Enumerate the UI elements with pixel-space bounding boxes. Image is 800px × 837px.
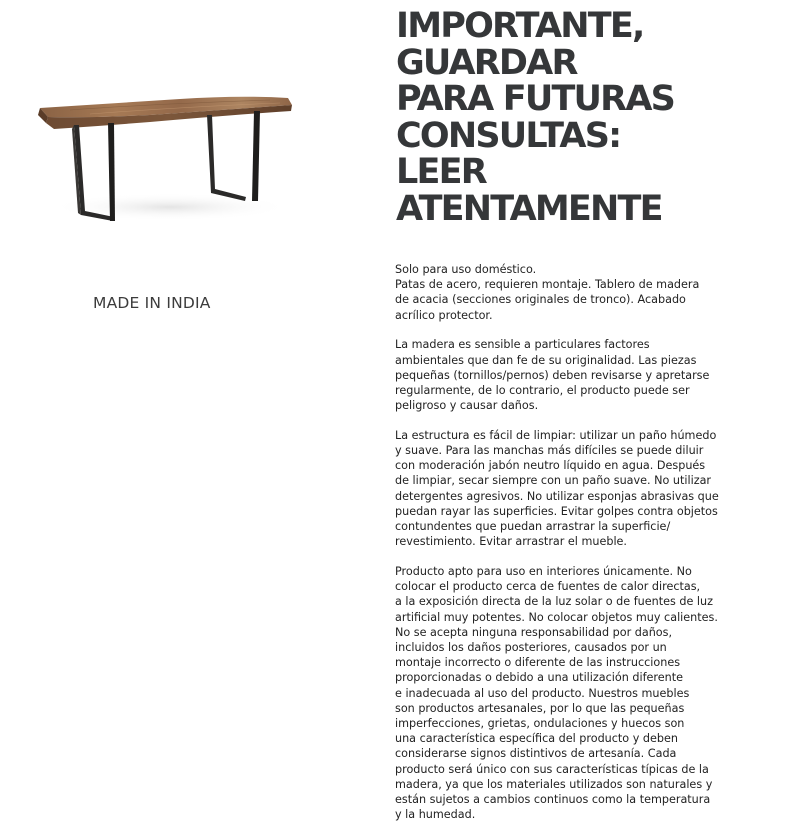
text-line: y suave. Para las manchas más difíciles se puede diluir — [395, 444, 704, 458]
text-line: Solo para uso doméstico. — [395, 263, 537, 276]
text-line: incluidos los daños posteriores, causados por un — [395, 640, 667, 654]
made-in-label: MADE IN INDIA — [93, 294, 211, 312]
paragraph-usage — [395, 262, 755, 323]
text-line: Producto apto para uso en interiores únicamente. No — [395, 564, 692, 578]
text-line: con moderación jabón neutro líquido en agua. Después — [395, 459, 706, 473]
text-line: La madera es sensible a particulares factores — [395, 338, 650, 352]
text-line: están sujetos a cambios continuos como la temperatura — [395, 793, 711, 806]
text-line: Patas de acero, requieren montaje. Tablero de madera — [395, 278, 700, 292]
text-line: son productos artesanales, por lo que las pequeñas — [395, 701, 685, 715]
text-line: considerarse signos distintivos de artesanía. Cada — [395, 747, 677, 761]
text-line: proporcionadas o debido a una utilización diferente — [395, 671, 684, 685]
headline-line: PARA FUTURAS — [396, 79, 675, 119]
text-line: revestimiento. Evitar arrastrar el mueble. — [395, 535, 627, 549]
text-line: ambientales que dan fe de su originalidad. Las piezas — [395, 353, 697, 367]
warning-headline — [396, 8, 791, 227]
text-line: montaje incorrecto o diferente de las instrucciones — [395, 656, 681, 670]
text-line: de limpiar, secar siempre con un paño suave. No utilizar — [395, 474, 712, 488]
text-line: producto será único con sus características típicas de la — [395, 762, 709, 776]
text-line: acrílico protector. — [395, 308, 493, 322]
text-line: madera, ya que los materiales utilizados son naturales y — [395, 777, 713, 791]
text-line: regularmente, de lo contrario, el producto puede ser — [395, 383, 690, 397]
paragraph-wood-care — [395, 337, 755, 413]
instructions-body — [395, 262, 755, 837]
text-line: detergentes agresivos. No utilizar esponjas abrasivas que — [395, 489, 719, 503]
text-line: e inadecuada al uso del producto. Nuestros muebles — [395, 686, 690, 700]
headline-line: LEER — [396, 152, 486, 192]
text-line: pequeñas (tornillos/pernos) deben revisarse y apretarse — [395, 368, 710, 382]
headline-line: GUARDAR — [396, 42, 577, 83]
text-line: No se acepta ninguna responsabilidad por daños, — [395, 625, 673, 639]
table-product-image — [30, 85, 300, 230]
headline-line: IMPORTANTE, — [396, 6, 644, 46]
text-line: una característica específica del producto y deben — [395, 732, 678, 746]
text-line: colocar el producto cerca de fuentes de calor directas, — [395, 580, 701, 594]
text-line: contundentes que puedan arrastrar la superficie/ — [395, 520, 671, 534]
text-line: puedan rayar las superficies. Evitar golpes contra objetos — [395, 504, 718, 518]
text-line: peligroso y causar daños. — [395, 399, 539, 413]
paragraph-indoor-use — [395, 564, 755, 822]
text-line: imperfecciones, grietas, ondulaciones y huecos son — [395, 716, 685, 730]
headline-line: CONSULTAS: — [396, 115, 621, 156]
headline-line: ATENTAMENTE — [396, 188, 662, 229]
text-line: y la humedad. — [395, 808, 476, 822]
text-line: a la exposición directa de la luz solar o de fuentes de luz — [395, 595, 713, 609]
text-line: de acacia (secciones originales de tronco). Acabado — [395, 293, 686, 307]
text-line: artificial muy potentes. No colocar objetos muy calientes. — [395, 610, 718, 624]
text-line: La estructura es fácil de limpiar: utilizar un paño húmedo — [395, 428, 717, 442]
paragraph-cleaning — [395, 428, 755, 550]
